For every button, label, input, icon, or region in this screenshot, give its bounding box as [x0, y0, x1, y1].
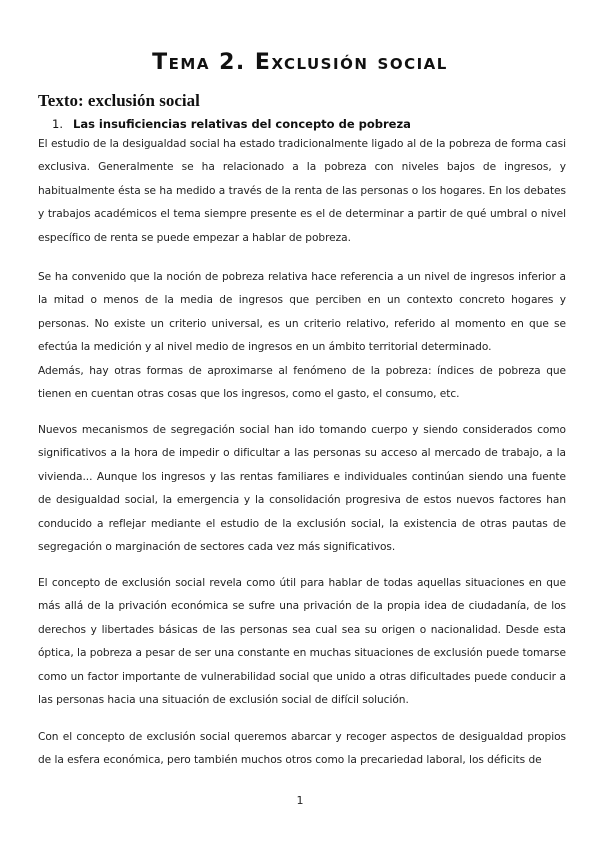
paragraph-5: [38, 726, 566, 773]
subsection-number: 1.: [52, 117, 63, 131]
paragraph-text: Se ha convenido que la noción de pobreza relativa hace referencia a un nivel de ingresos inferior a la mitad o menos de la media de ingresos que perciben en un contexto concreto hogares y personas. No existe un criterio universal, es un criterio relativo, referido al momento en que se efectúa la medición y al nivel medio de ingresos en un ámbito territorial determinado.: [38, 271, 566, 354]
paragraph-text: El concepto de exclusión social revela como útil para hablar de todas aquellas situaciones en que más allá de la privación económica se sufre una privación de la propia idea de ciudadanía, de los derechos y libertades básicas de las personas sea cual sea su origen o nacionalidad. Desde esta óptica, la pobreza a pesar de ser una constante en muchas situaciones de exclusión puede tomarse como un factor importante de vulnerabilidad social que unido a otras dificultades puede conducir a las personas hacia una situación de exclusión social de difícil solución.: [38, 577, 566, 707]
paragraph-text: Con el concepto de exclusión social queremos abarcar y recoger aspectos de desigualdad propios de la esfera económica, pero también muchos otros como la precariedad laboral, los déficits de: [38, 731, 566, 767]
paragraph-text: El estudio de la desigualdad social ha estado tradicionalmente ligado al de la pobreza de forma casi exclusiva. Generalmente se ha relacionado a la pobreza con niveles bajos de ingresos, y habitualmente ésta se ha medido a través de la renta de las personas o los hogares. En los debates y trabajos académicos el tema siempre presente es el de determinar a partir de qué umbral o nivel específico de renta se puede empezar a hablar de pobreza.: [38, 138, 566, 244]
paragraph-1: [38, 133, 566, 250]
paragraph-4: [38, 572, 566, 712]
paragraph-text: Además, hay otras formas de aproximarse al fenómeno de la pobreza: índices de pobreza que tienen en cuentan otras cosas que los ingresos, como el gasto, el consumo, etc.: [38, 364, 566, 401]
page-number: 1: [296, 794, 304, 807]
paragraph-2: [38, 266, 566, 406]
section-heading: Texto: exclusión social: [38, 91, 200, 110]
paragraph-3: [38, 419, 566, 559]
subsection-heading: [52, 117, 411, 131]
paragraph-text: Nuevos mecanismos de segregación social han ido tomando cuerpo y siendo considerados como significativos a la hora de impedir o dificultar a las personas su acceso al mercado de trabajo, a la vivienda... Aunque los ingresos y las rentas familiares e individuales continúan siendo una fuente de desigualdad social, la emergencia y la consolidación progresiva de estos nuevos factores han conducido a reflejar mediante el estudio de la exclusión social, la existencia de otras pautas de segregación o marginación de sectores cada vez más significativos.: [38, 424, 566, 554]
page-title: Tema 2. Exclusión social: [152, 50, 448, 75]
subsection-label: Las insuficiencias relativas del concepto de pobreza: [73, 117, 411, 131]
